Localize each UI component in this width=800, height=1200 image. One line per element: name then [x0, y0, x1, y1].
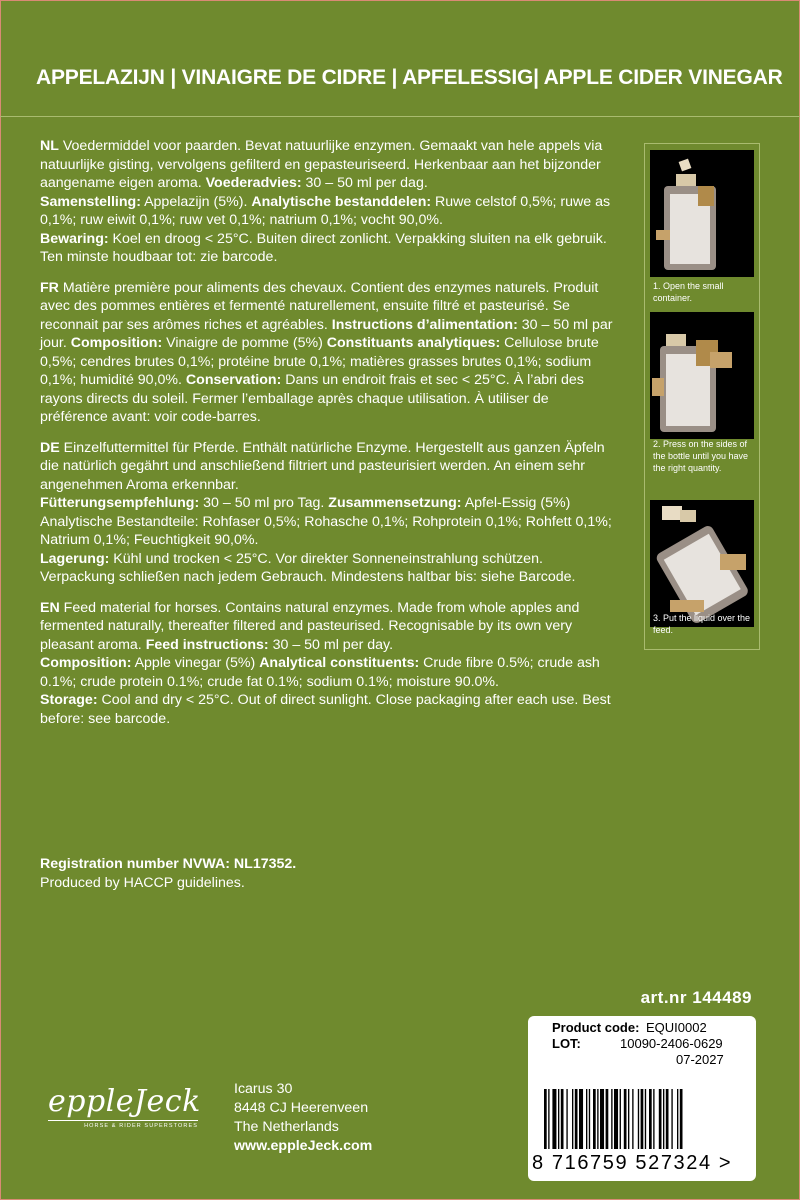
nl-feed-text: 30 – 50 ml per dag. [301, 175, 428, 191]
barcode-bar [606, 1089, 609, 1149]
barcode-bar [663, 1089, 664, 1149]
barcode-bar [597, 1089, 598, 1149]
barcode-bar [544, 1089, 547, 1149]
usage-instructions-panel [644, 143, 760, 650]
logo-wordmark: eppleJeck [48, 1084, 201, 1119]
barcode-bar [632, 1089, 633, 1149]
best-before-date: 07-2027 [676, 1052, 724, 1067]
de-store-label: Lagerung: [40, 550, 110, 567]
barcode-bar [641, 1089, 644, 1149]
nl-store-text: Koel en droog < 25°C. Buiten direct zonlicht. Verpakking sluiten na elk gebruik. Ten minste houdbaar tot: zie barcode. [40, 230, 607, 265]
lang-code-nl: NL [40, 138, 59, 154]
company-address [234, 1080, 372, 1156]
barcode-bar [566, 1089, 567, 1149]
en-intro: Feed material for horses. Contains natural enzymes. Made from whole apples and fermented naturally, thereafter filtered and pasteurised. Recognisable by its own very pleasant aroma. [40, 599, 580, 653]
en-comp-label: Composition: [40, 655, 132, 671]
en-anal-text: Crude fibre 0.5%; crude ash 0.1%; crude protein 0.1%; crude fat 0.1%; sodium 0.1%; moisture 90.0%. [40, 655, 600, 690]
lot-value: 10090-2406-0629 [620, 1036, 723, 1051]
section-de [40, 439, 618, 587]
nl-anal-label: Analytische bestanddelen: [251, 193, 432, 210]
barcode-bar [600, 1089, 604, 1149]
barcode-bar [666, 1089, 669, 1149]
product-code-label [528, 1016, 756, 1181]
haccp-note: Produced by HACCP guidelines. [40, 875, 245, 891]
nl-feed-label: Voederadvies: [205, 175, 302, 191]
registration-block [40, 855, 296, 893]
product-code-row [552, 1020, 639, 1035]
step-3-image [650, 500, 754, 627]
barcode-bar [575, 1089, 578, 1149]
nl-intro: Voedermiddel voor paarden. Bevat natuurlijke enzymen. Gemaakt van hele appels via natuurlijke gisting, vervolgens gefilterd en gepasteuriseerd. Herkenbaar aan het bijzonder aangename eigen aroma. [40, 138, 603, 191]
product-title: APPELAZIJN | VINAIGRE DE CIDRE | APFELESSIG| APPLE CIDER VINEGAR [36, 66, 783, 89]
barcode-bar [659, 1089, 662, 1149]
step-2-caption: 2. Press on the sides of the bottle until you have the right quantity. [653, 439, 749, 473]
fr-comp-label: Composition: [70, 335, 163, 351]
barcode-bar [552, 1089, 556, 1149]
de-comp-label: Zusammensetzung: [328, 495, 462, 511]
website-link[interactable]: www.eppleJeck.com [234, 1138, 373, 1154]
address-street: Icarus 30 [234, 1081, 293, 1097]
fr-anal-label: Constituants analytiques: [326, 335, 501, 351]
section-fr [40, 279, 618, 427]
en-store-label: Storage: [40, 692, 98, 708]
lang-code-en: EN [40, 599, 60, 616]
article-number: art.nr 144489 [640, 988, 752, 1007]
label-text [40, 137, 618, 740]
fr-store-label: Conservation: [185, 372, 282, 388]
registration-number: Registration number NVWA: NL17352. [40, 856, 297, 872]
step-3-caption: 3. Put the liquid over the feed. [653, 613, 751, 635]
barcode-bar [561, 1089, 564, 1149]
product-code-value: EQUI0002 [646, 1020, 707, 1035]
brand-logo [48, 1084, 201, 1134]
barcode-bar [628, 1089, 629, 1149]
nl-comp-text: Appelazijn (5%). [140, 193, 252, 210]
fr-comp-text: Vinaigre de pomme (5%) [162, 335, 327, 351]
barcode-bar [653, 1089, 654, 1149]
barcode [542, 1089, 742, 1149]
en-comp-text: Apple vinegar (5%) [131, 655, 260, 671]
barcode-bar [611, 1089, 612, 1149]
lang-code-fr: FR [40, 279, 59, 296]
barcode-bar [548, 1089, 549, 1149]
lang-code-de: DE [40, 439, 60, 456]
step-1-image [650, 150, 754, 277]
barcode-bar [680, 1089, 683, 1149]
fr-store-text: Dans un endroit frais et sec < 25°C. À l’abri des rayons directs du soleil. Fermer l’emballage après chaque utilisation. À utiliser de préférence avant: voir code-barres. [40, 372, 584, 425]
en-anal-label: Analytical constituents: [259, 655, 420, 671]
en-store-text: Cool and dry < 25°C. Out of direct sunlight. Close packaging after each use. Best before: see barcode. [40, 692, 611, 727]
en-feed-text: 30 – 50 ml per day. [268, 636, 394, 653]
step-2-image [650, 312, 754, 439]
product-code-label-text: Product code: [552, 1020, 640, 1035]
de-store-text: Kühl und trocken < 25°C. Vor direkter Sonneneinstrahlung schützen. Verpackung schließen nach jedem Gebrauch. Mindestens haltbar bis: siehe Barcode. [40, 550, 576, 585]
nl-anal-text: Ruwe celstof 0,5%; ruwe as 0,1%; ruw eiwit 0,1%; ruw vet 0,1%; natrium 0,1%; vocht 90,0%. [40, 193, 611, 228]
logo-tagline: HORSE & RIDER SUPERSTORES [48, 1120, 198, 1129]
nl-comp-label: Samenstelling: [40, 193, 141, 210]
de-intro: Einzelfuttermittel für Pferde. Enthält natürliche Enzyme. Hergestellt aus ganzen Äpfeln die natürlich gegährt und anschließend filtriert und pasteurisiert werden. An einem sehr angenehmen Aroma erkennbar. [40, 439, 605, 493]
de-comp-text: Apfel-Essig (5%) Analytische Bestandteile: Rohfaser 0,5%; Rohasche 0,1%; Rohprotein 0,1%; Rohfett 0,1%; Natrium 0,1%; Feuchtigkeit 90,0%. [40, 495, 612, 548]
barcode-bar [638, 1089, 639, 1149]
barcode-bar [620, 1089, 621, 1149]
nl-store-label: Bewaring: [40, 230, 109, 247]
lot-label: LOT: [552, 1036, 581, 1051]
barcode-bar [649, 1089, 652, 1149]
barcode-bar [645, 1089, 646, 1149]
section-nl [40, 137, 618, 267]
barcode-bar [593, 1089, 596, 1149]
fr-anal-text: Cellulose brute 0,5%; cendres brutes 0,1%; protéine brute 0,1%; matières grasses brutes 0,1%; sodium 0,1%; humidité 90,0%. [40, 335, 599, 388]
barcode-bar [572, 1089, 573, 1149]
de-feed-text: 30 – 50 ml pro Tag. [199, 495, 329, 511]
barcode-digits: 8 716759 527324 > [532, 1152, 733, 1174]
barcode-bar [579, 1089, 583, 1149]
fr-intro: Matière première pour aliments des chevaux. Contient des enzymes naturels. Produit avec des pommes entières et fermenté naturellement, ensuite filtré et pasteurisé. Se reconnait par ses arômes riches et agréables. [40, 279, 599, 333]
lot-row [552, 1036, 581, 1051]
address-city: 8448 CJ Heerenveen [234, 1100, 369, 1116]
barcode-bar [671, 1089, 672, 1149]
barcode-bar [589, 1089, 590, 1149]
barcode-bar [614, 1089, 618, 1149]
top-divider [0, 116, 800, 117]
barcode-bar [586, 1089, 587, 1149]
fr-feed-text: 30 – 50 ml par jour. [40, 316, 613, 351]
fr-feed-label: Instructions d’alimentation: [331, 316, 518, 333]
section-en [40, 599, 618, 729]
barcode-bar [558, 1089, 559, 1149]
barcode-bar [624, 1089, 627, 1149]
en-feed-label: Feed instructions: [145, 636, 269, 653]
de-feed-label: Fütterungsempfehlung: [40, 495, 200, 511]
barcode-bar [677, 1089, 678, 1149]
step-1-caption: 1. Open the small container. [653, 281, 724, 303]
address-country: The Netherlands [234, 1119, 339, 1135]
